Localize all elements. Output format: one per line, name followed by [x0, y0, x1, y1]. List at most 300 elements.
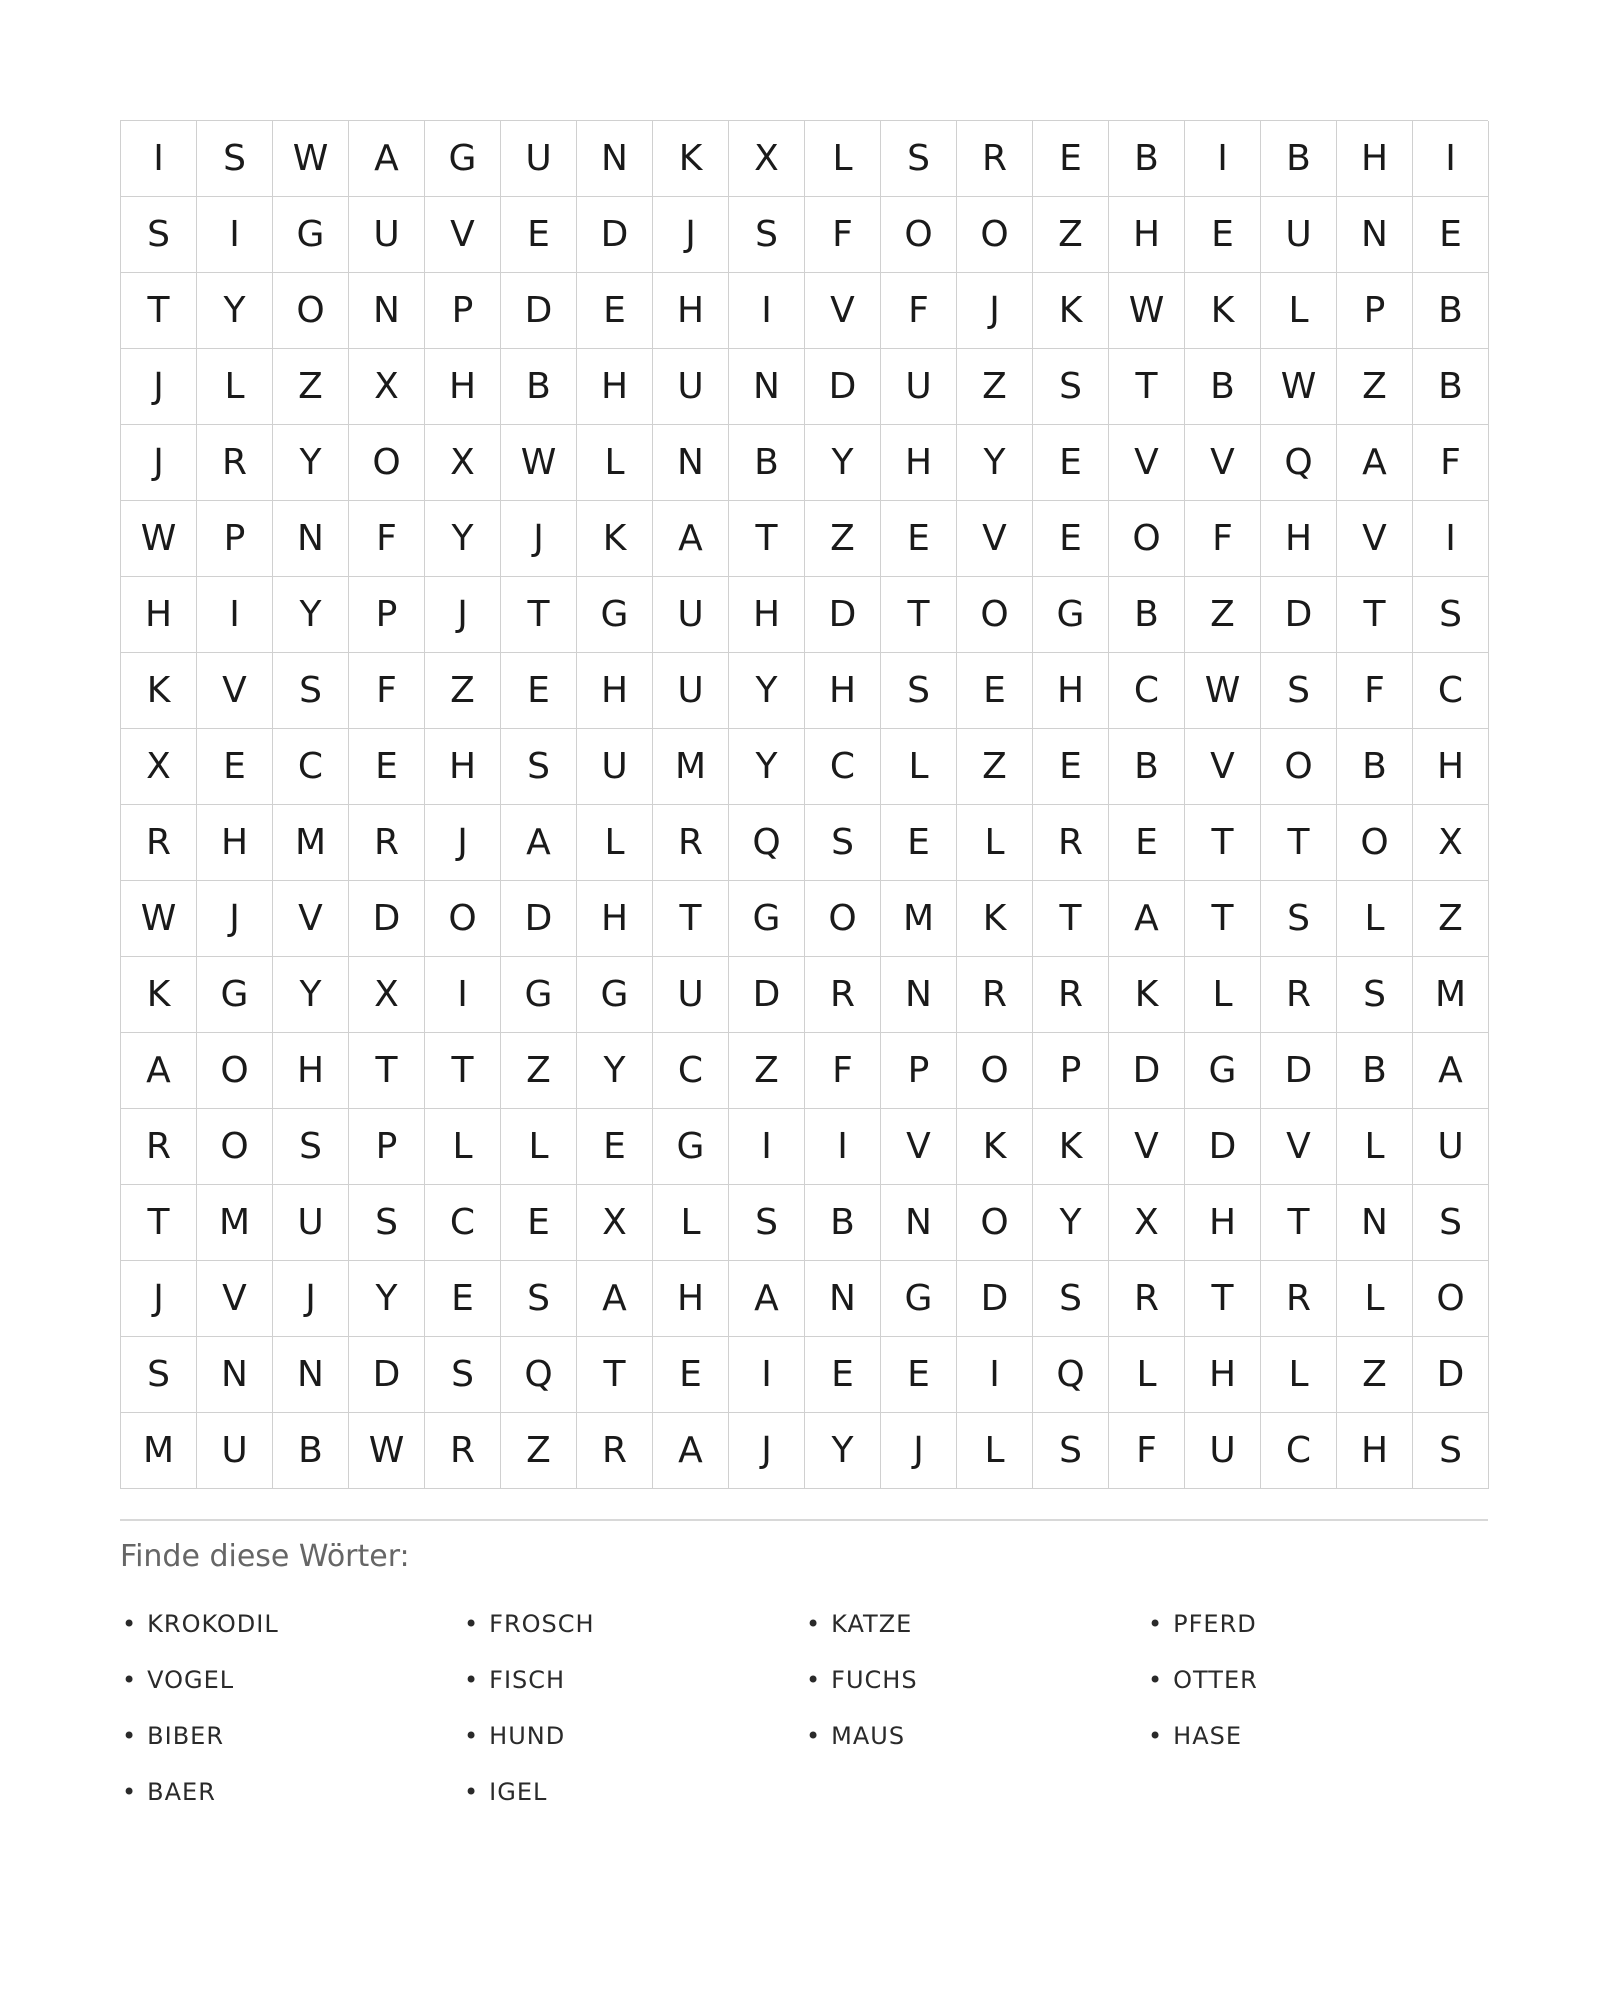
- grid-cell[interactable]: D: [1109, 1033, 1185, 1109]
- grid-cell[interactable]: F: [1185, 501, 1261, 577]
- grid-cell[interactable]: J: [425, 577, 501, 653]
- grid-cell[interactable]: N: [349, 273, 425, 349]
- grid-cell[interactable]: V: [1185, 425, 1261, 501]
- grid-cell[interactable]: J: [501, 501, 577, 577]
- grid-cell[interactable]: Y: [349, 1261, 425, 1337]
- grid-cell[interactable]: X: [729, 121, 805, 197]
- grid-cell[interactable]: U: [1261, 197, 1337, 273]
- grid-cell[interactable]: Z: [805, 501, 881, 577]
- grid-cell[interactable]: S: [273, 1109, 349, 1185]
- grid-cell[interactable]: E: [881, 501, 957, 577]
- grid-cell[interactable]: A: [653, 1413, 729, 1489]
- grid-cell[interactable]: O: [1413, 1261, 1489, 1337]
- grid-cell[interactable]: V: [197, 1261, 273, 1337]
- grid-cell[interactable]: Y: [1033, 1185, 1109, 1261]
- grid-cell[interactable]: Y: [957, 425, 1033, 501]
- grid-cell[interactable]: H: [121, 577, 197, 653]
- grid-cell[interactable]: Z: [729, 1033, 805, 1109]
- grid-cell[interactable]: C: [653, 1033, 729, 1109]
- grid-cell[interactable]: K: [1033, 1109, 1109, 1185]
- grid-cell[interactable]: B: [1261, 121, 1337, 197]
- grid-cell[interactable]: U: [501, 121, 577, 197]
- grid-cell[interactable]: U: [653, 349, 729, 425]
- grid-cell[interactable]: D: [1413, 1337, 1489, 1413]
- grid-cell[interactable]: U: [1185, 1413, 1261, 1489]
- grid-cell[interactable]: V: [881, 1109, 957, 1185]
- grid-cell[interactable]: G: [1185, 1033, 1261, 1109]
- grid-cell[interactable]: L: [1261, 273, 1337, 349]
- grid-cell[interactable]: Q: [729, 805, 805, 881]
- grid-cell[interactable]: G: [881, 1261, 957, 1337]
- grid-cell[interactable]: Z: [1185, 577, 1261, 653]
- grid-cell[interactable]: X: [1109, 1185, 1185, 1261]
- grid-cell[interactable]: J: [121, 1261, 197, 1337]
- grid-cell[interactable]: D: [957, 1261, 1033, 1337]
- grid-cell[interactable]: M: [121, 1413, 197, 1489]
- grid-cell[interactable]: E: [1413, 197, 1489, 273]
- grid-cell[interactable]: J: [273, 1261, 349, 1337]
- grid-cell[interactable]: L: [501, 1109, 577, 1185]
- grid-cell[interactable]: K: [121, 957, 197, 1033]
- grid-cell[interactable]: L: [881, 729, 957, 805]
- grid-cell[interactable]: S: [1033, 1413, 1109, 1489]
- grid-cell[interactable]: Y: [197, 273, 273, 349]
- grid-cell[interactable]: N: [881, 957, 957, 1033]
- grid-cell[interactable]: P: [881, 1033, 957, 1109]
- grid-cell[interactable]: S: [1337, 957, 1413, 1033]
- grid-cell[interactable]: Z: [1033, 197, 1109, 273]
- grid-cell[interactable]: T: [501, 577, 577, 653]
- grid-cell[interactable]: X: [1413, 805, 1489, 881]
- grid-cell[interactable]: W: [1109, 273, 1185, 349]
- grid-cell[interactable]: H: [197, 805, 273, 881]
- grid-cell[interactable]: A: [653, 501, 729, 577]
- grid-cell[interactable]: K: [957, 881, 1033, 957]
- grid-cell[interactable]: R: [349, 805, 425, 881]
- grid-cell[interactable]: D: [805, 577, 881, 653]
- grid-cell[interactable]: T: [577, 1337, 653, 1413]
- grid-cell[interactable]: L: [805, 121, 881, 197]
- grid-cell[interactable]: R: [197, 425, 273, 501]
- grid-cell[interactable]: S: [273, 653, 349, 729]
- grid-cell[interactable]: L: [957, 1413, 1033, 1489]
- grid-cell[interactable]: C: [1413, 653, 1489, 729]
- grid-cell[interactable]: A: [349, 121, 425, 197]
- grid-cell[interactable]: N: [653, 425, 729, 501]
- grid-cell[interactable]: H: [577, 653, 653, 729]
- grid-cell[interactable]: S: [1413, 1413, 1489, 1489]
- grid-cell[interactable]: Z: [273, 349, 349, 425]
- grid-cell[interactable]: H: [881, 425, 957, 501]
- grid-cell[interactable]: K: [1185, 273, 1261, 349]
- grid-cell[interactable]: A: [1109, 881, 1185, 957]
- grid-cell[interactable]: T: [1033, 881, 1109, 957]
- grid-cell[interactable]: B: [1413, 349, 1489, 425]
- grid-cell[interactable]: X: [577, 1185, 653, 1261]
- grid-cell[interactable]: E: [577, 273, 653, 349]
- grid-cell[interactable]: A: [729, 1261, 805, 1337]
- grid-cell[interactable]: F: [1413, 425, 1489, 501]
- grid-cell[interactable]: O: [805, 881, 881, 957]
- grid-cell[interactable]: U: [577, 729, 653, 805]
- grid-cell[interactable]: Z: [501, 1413, 577, 1489]
- grid-cell[interactable]: P: [197, 501, 273, 577]
- grid-cell[interactable]: J: [425, 805, 501, 881]
- grid-cell[interactable]: H: [1261, 501, 1337, 577]
- grid-cell[interactable]: W: [501, 425, 577, 501]
- grid-cell[interactable]: S: [501, 1261, 577, 1337]
- grid-cell[interactable]: Q: [1261, 425, 1337, 501]
- grid-cell[interactable]: A: [121, 1033, 197, 1109]
- grid-cell[interactable]: K: [1033, 273, 1109, 349]
- grid-cell[interactable]: H: [1109, 197, 1185, 273]
- grid-cell[interactable]: D: [349, 1337, 425, 1413]
- grid-cell[interactable]: Y: [729, 653, 805, 729]
- grid-cell[interactable]: T: [881, 577, 957, 653]
- grid-cell[interactable]: C: [1261, 1413, 1337, 1489]
- grid-cell[interactable]: U: [1413, 1109, 1489, 1185]
- grid-cell[interactable]: R: [653, 805, 729, 881]
- grid-cell[interactable]: I: [121, 121, 197, 197]
- grid-cell[interactable]: Y: [273, 577, 349, 653]
- grid-cell[interactable]: X: [121, 729, 197, 805]
- grid-cell[interactable]: T: [1185, 805, 1261, 881]
- grid-cell[interactable]: N: [729, 349, 805, 425]
- grid-cell[interactable]: R: [121, 1109, 197, 1185]
- grid-cell[interactable]: E: [501, 1185, 577, 1261]
- grid-cell[interactable]: R: [1109, 1261, 1185, 1337]
- grid-cell[interactable]: O: [957, 197, 1033, 273]
- grid-cell[interactable]: N: [197, 1337, 273, 1413]
- grid-cell[interactable]: D: [729, 957, 805, 1033]
- grid-cell[interactable]: N: [273, 1337, 349, 1413]
- grid-cell[interactable]: N: [1337, 197, 1413, 273]
- grid-cell[interactable]: R: [1033, 805, 1109, 881]
- grid-cell[interactable]: L: [653, 1185, 729, 1261]
- grid-cell[interactable]: N: [805, 1261, 881, 1337]
- grid-cell[interactable]: D: [1261, 577, 1337, 653]
- grid-cell[interactable]: E: [957, 653, 1033, 729]
- grid-cell[interactable]: P: [425, 273, 501, 349]
- grid-cell[interactable]: R: [1261, 957, 1337, 1033]
- grid-cell[interactable]: W: [1261, 349, 1337, 425]
- grid-cell[interactable]: B: [1337, 729, 1413, 805]
- grid-cell[interactable]: T: [349, 1033, 425, 1109]
- grid-cell[interactable]: H: [577, 349, 653, 425]
- grid-cell[interactable]: S: [197, 121, 273, 197]
- grid-cell[interactable]: T: [1261, 805, 1337, 881]
- grid-cell[interactable]: B: [501, 349, 577, 425]
- grid-cell[interactable]: M: [197, 1185, 273, 1261]
- grid-cell[interactable]: G: [577, 577, 653, 653]
- grid-cell[interactable]: D: [501, 881, 577, 957]
- grid-cell[interactable]: F: [805, 197, 881, 273]
- grid-cell[interactable]: V: [425, 197, 501, 273]
- grid-cell[interactable]: I: [729, 1337, 805, 1413]
- grid-cell[interactable]: S: [1261, 653, 1337, 729]
- grid-cell[interactable]: O: [881, 197, 957, 273]
- grid-cell[interactable]: L: [957, 805, 1033, 881]
- grid-cell[interactable]: J: [957, 273, 1033, 349]
- grid-cell[interactable]: K: [1109, 957, 1185, 1033]
- grid-cell[interactable]: G: [197, 957, 273, 1033]
- grid-cell[interactable]: K: [121, 653, 197, 729]
- grid-cell[interactable]: S: [121, 197, 197, 273]
- grid-cell[interactable]: E: [653, 1337, 729, 1413]
- grid-cell[interactable]: Q: [501, 1337, 577, 1413]
- grid-cell[interactable]: V: [1261, 1109, 1337, 1185]
- grid-cell[interactable]: B: [1109, 121, 1185, 197]
- grid-cell[interactable]: E: [1033, 501, 1109, 577]
- grid-cell[interactable]: V: [805, 273, 881, 349]
- grid-cell[interactable]: E: [881, 1337, 957, 1413]
- grid-cell[interactable]: B: [1185, 349, 1261, 425]
- grid-cell[interactable]: G: [425, 121, 501, 197]
- grid-cell[interactable]: V: [1337, 501, 1413, 577]
- grid-cell[interactable]: R: [1261, 1261, 1337, 1337]
- grid-cell[interactable]: F: [1109, 1413, 1185, 1489]
- grid-cell[interactable]: E: [1033, 121, 1109, 197]
- grid-cell[interactable]: H: [653, 273, 729, 349]
- grid-cell[interactable]: G: [501, 957, 577, 1033]
- grid-cell[interactable]: S: [1033, 1261, 1109, 1337]
- grid-cell[interactable]: G: [729, 881, 805, 957]
- grid-cell[interactable]: B: [1109, 577, 1185, 653]
- grid-cell[interactable]: N: [273, 501, 349, 577]
- grid-cell[interactable]: O: [957, 1033, 1033, 1109]
- grid-cell[interactable]: I: [425, 957, 501, 1033]
- grid-cell[interactable]: J: [729, 1413, 805, 1489]
- grid-cell[interactable]: S: [729, 197, 805, 273]
- grid-cell[interactable]: S: [121, 1337, 197, 1413]
- grid-cell[interactable]: E: [1185, 197, 1261, 273]
- grid-cell[interactable]: K: [577, 501, 653, 577]
- grid-cell[interactable]: J: [197, 881, 273, 957]
- grid-cell[interactable]: J: [881, 1413, 957, 1489]
- grid-cell[interactable]: L: [577, 425, 653, 501]
- grid-cell[interactable]: B: [729, 425, 805, 501]
- grid-cell[interactable]: S: [1413, 577, 1489, 653]
- grid-cell[interactable]: P: [1337, 273, 1413, 349]
- grid-cell[interactable]: A: [1413, 1033, 1489, 1109]
- grid-cell[interactable]: G: [577, 957, 653, 1033]
- grid-cell[interactable]: Y: [425, 501, 501, 577]
- grid-cell[interactable]: R: [121, 805, 197, 881]
- grid-cell[interactable]: W: [1185, 653, 1261, 729]
- grid-cell[interactable]: S: [881, 121, 957, 197]
- grid-cell[interactable]: H: [653, 1261, 729, 1337]
- grid-cell[interactable]: L: [1337, 1261, 1413, 1337]
- grid-cell[interactable]: V: [1109, 425, 1185, 501]
- grid-cell[interactable]: Z: [1337, 349, 1413, 425]
- grid-cell[interactable]: G: [653, 1109, 729, 1185]
- grid-cell[interactable]: Z: [957, 349, 1033, 425]
- grid-cell[interactable]: O: [273, 273, 349, 349]
- grid-cell[interactable]: A: [1337, 425, 1413, 501]
- grid-cell[interactable]: R: [1033, 957, 1109, 1033]
- grid-cell[interactable]: I: [197, 577, 273, 653]
- grid-cell[interactable]: O: [197, 1109, 273, 1185]
- grid-cell[interactable]: S: [1413, 1185, 1489, 1261]
- grid-cell[interactable]: I: [957, 1337, 1033, 1413]
- grid-cell[interactable]: H: [1337, 1413, 1413, 1489]
- grid-cell[interactable]: L: [197, 349, 273, 425]
- grid-cell[interactable]: T: [1337, 577, 1413, 653]
- grid-cell[interactable]: V: [197, 653, 273, 729]
- grid-cell[interactable]: T: [1261, 1185, 1337, 1261]
- grid-cell[interactable]: U: [197, 1413, 273, 1489]
- grid-cell[interactable]: W: [273, 121, 349, 197]
- grid-cell[interactable]: M: [1413, 957, 1489, 1033]
- grid-cell[interactable]: O: [1337, 805, 1413, 881]
- grid-cell[interactable]: B: [1109, 729, 1185, 805]
- grid-cell[interactable]: B: [805, 1185, 881, 1261]
- grid-cell[interactable]: T: [1185, 881, 1261, 957]
- grid-cell[interactable]: N: [881, 1185, 957, 1261]
- grid-cell[interactable]: C: [805, 729, 881, 805]
- grid-cell[interactable]: E: [805, 1337, 881, 1413]
- grid-cell[interactable]: D: [349, 881, 425, 957]
- grid-cell[interactable]: L: [1109, 1337, 1185, 1413]
- grid-cell[interactable]: E: [197, 729, 273, 805]
- grid-cell[interactable]: J: [121, 349, 197, 425]
- grid-cell[interactable]: R: [577, 1413, 653, 1489]
- grid-cell[interactable]: Y: [805, 1413, 881, 1489]
- grid-cell[interactable]: S: [1033, 349, 1109, 425]
- grid-cell[interactable]: B: [1337, 1033, 1413, 1109]
- grid-cell[interactable]: R: [957, 121, 1033, 197]
- grid-cell[interactable]: G: [273, 197, 349, 273]
- grid-cell[interactable]: H: [1185, 1337, 1261, 1413]
- grid-cell[interactable]: Y: [273, 425, 349, 501]
- grid-cell[interactable]: S: [425, 1337, 501, 1413]
- grid-cell[interactable]: E: [501, 653, 577, 729]
- grid-cell[interactable]: H: [1185, 1185, 1261, 1261]
- grid-cell[interactable]: R: [957, 957, 1033, 1033]
- grid-cell[interactable]: W: [121, 501, 197, 577]
- grid-cell[interactable]: E: [881, 805, 957, 881]
- grid-cell[interactable]: L: [1185, 957, 1261, 1033]
- grid-cell[interactable]: I: [805, 1109, 881, 1185]
- grid-cell[interactable]: Y: [577, 1033, 653, 1109]
- grid-cell[interactable]: L: [1261, 1337, 1337, 1413]
- grid-cell[interactable]: N: [1337, 1185, 1413, 1261]
- grid-cell[interactable]: L: [577, 805, 653, 881]
- grid-cell[interactable]: O: [1261, 729, 1337, 805]
- grid-cell[interactable]: Y: [273, 957, 349, 1033]
- grid-cell[interactable]: H: [425, 729, 501, 805]
- grid-cell[interactable]: M: [881, 881, 957, 957]
- grid-cell[interactable]: Z: [425, 653, 501, 729]
- grid-cell[interactable]: C: [1109, 653, 1185, 729]
- grid-cell[interactable]: B: [1413, 273, 1489, 349]
- grid-cell[interactable]: S: [1261, 881, 1337, 957]
- grid-cell[interactable]: W: [121, 881, 197, 957]
- grid-cell[interactable]: A: [501, 805, 577, 881]
- grid-cell[interactable]: T: [729, 501, 805, 577]
- grid-cell[interactable]: O: [957, 1185, 1033, 1261]
- grid-cell[interactable]: E: [349, 729, 425, 805]
- grid-cell[interactable]: H: [1033, 653, 1109, 729]
- grid-cell[interactable]: D: [577, 197, 653, 273]
- grid-cell[interactable]: T: [1109, 349, 1185, 425]
- grid-cell[interactable]: V: [1109, 1109, 1185, 1185]
- grid-cell[interactable]: O: [349, 425, 425, 501]
- grid-cell[interactable]: L: [1337, 1109, 1413, 1185]
- grid-cell[interactable]: F: [349, 501, 425, 577]
- grid-cell[interactable]: E: [501, 197, 577, 273]
- grid-cell[interactable]: O: [957, 577, 1033, 653]
- grid-cell[interactable]: X: [349, 349, 425, 425]
- grid-cell[interactable]: V: [1185, 729, 1261, 805]
- grid-cell[interactable]: S: [881, 653, 957, 729]
- grid-cell[interactable]: U: [653, 957, 729, 1033]
- grid-cell[interactable]: O: [197, 1033, 273, 1109]
- grid-cell[interactable]: M: [653, 729, 729, 805]
- grid-cell[interactable]: H: [425, 349, 501, 425]
- grid-cell[interactable]: S: [349, 1185, 425, 1261]
- grid-cell[interactable]: E: [577, 1109, 653, 1185]
- grid-cell[interactable]: F: [349, 653, 425, 729]
- grid-cell[interactable]: B: [273, 1413, 349, 1489]
- grid-cell[interactable]: E: [1109, 805, 1185, 881]
- grid-cell[interactable]: T: [121, 1185, 197, 1261]
- grid-cell[interactable]: F: [1337, 653, 1413, 729]
- grid-cell[interactable]: T: [121, 273, 197, 349]
- grid-cell[interactable]: F: [805, 1033, 881, 1109]
- grid-cell[interactable]: U: [349, 197, 425, 273]
- grid-cell[interactable]: I: [1185, 121, 1261, 197]
- grid-cell[interactable]: A: [577, 1261, 653, 1337]
- grid-cell[interactable]: D: [501, 273, 577, 349]
- grid-cell[interactable]: C: [273, 729, 349, 805]
- grid-cell[interactable]: Z: [957, 729, 1033, 805]
- grid-cell[interactable]: I: [197, 197, 273, 273]
- grid-cell[interactable]: Y: [805, 425, 881, 501]
- grid-cell[interactable]: H: [1413, 729, 1489, 805]
- grid-cell[interactable]: D: [805, 349, 881, 425]
- grid-cell[interactable]: E: [425, 1261, 501, 1337]
- grid-cell[interactable]: C: [425, 1185, 501, 1261]
- grid-cell[interactable]: J: [121, 425, 197, 501]
- grid-cell[interactable]: E: [1033, 729, 1109, 805]
- grid-cell[interactable]: H: [1337, 121, 1413, 197]
- grid-cell[interactable]: G: [1033, 577, 1109, 653]
- grid-cell[interactable]: P: [349, 577, 425, 653]
- grid-cell[interactable]: F: [881, 273, 957, 349]
- letter-grid[interactable]: [120, 120, 1488, 1489]
- grid-cell[interactable]: O: [425, 881, 501, 957]
- grid-cell[interactable]: K: [957, 1109, 1033, 1185]
- grid-cell[interactable]: Z: [501, 1033, 577, 1109]
- grid-cell[interactable]: S: [805, 805, 881, 881]
- grid-cell[interactable]: H: [805, 653, 881, 729]
- grid-cell[interactable]: P: [349, 1109, 425, 1185]
- grid-cell[interactable]: Y: [729, 729, 805, 805]
- grid-cell[interactable]: U: [881, 349, 957, 425]
- grid-cell[interactable]: T: [1185, 1261, 1261, 1337]
- grid-cell[interactable]: L: [425, 1109, 501, 1185]
- grid-cell[interactable]: L: [1337, 881, 1413, 957]
- grid-cell[interactable]: U: [653, 653, 729, 729]
- grid-cell[interactable]: I: [729, 273, 805, 349]
- grid-cell[interactable]: S: [501, 729, 577, 805]
- grid-cell[interactable]: U: [653, 577, 729, 653]
- grid-cell[interactable]: M: [273, 805, 349, 881]
- grid-cell[interactable]: R: [805, 957, 881, 1033]
- grid-cell[interactable]: J: [653, 197, 729, 273]
- grid-cell[interactable]: H: [273, 1033, 349, 1109]
